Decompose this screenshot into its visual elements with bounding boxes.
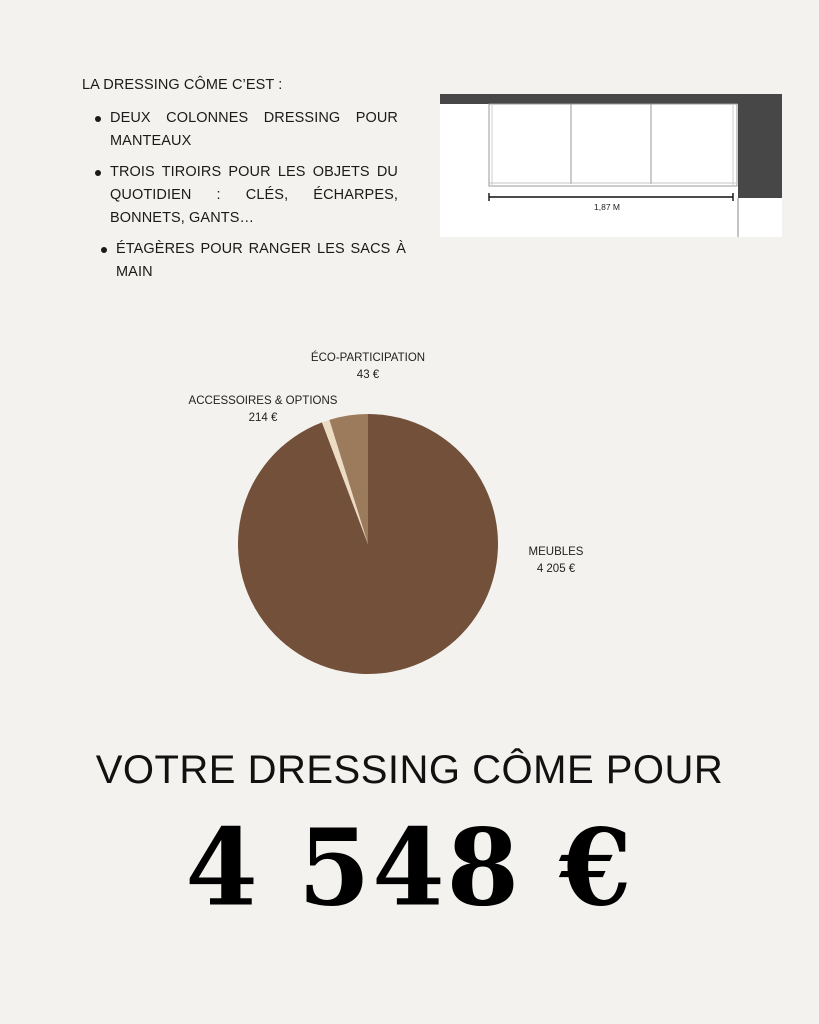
slice-value-eco: 43 € [356, 369, 380, 381]
summary-headline: VOTRE DRESSING CÔME POUR [95, 748, 724, 792]
total-price: 4 548 € [185, 804, 634, 931]
slice-label-meubles: MEUBLES [528, 546, 584, 558]
feature-list [82, 107, 412, 284]
slice-label-eco: ÉCO-PARTICIPATION [310, 352, 426, 364]
plan-background [440, 94, 782, 237]
intro-title: LA DRESSING CÔME C’EST : [82, 77, 283, 93]
feature-item: TROIS TIROIRS POUR LES OBJETS DU QUOTIDIEN : CLÉS, ÉCHARPES, BONNETS, GANTS… [82, 161, 398, 230]
plan-wall-top [440, 94, 782, 104]
feature-item: ÉTAGÈRES POUR RANGER LES SACS À MAIN [82, 238, 406, 284]
plan-wall-right [738, 94, 782, 198]
slice-label-accessories: ACCESSOIRES & OPTIONS [188, 395, 338, 407]
slice-value-accessories: 214 € [248, 412, 278, 424]
floor-plan-drawing [440, 94, 782, 237]
pie-chart-svg [0, 330, 819, 690]
floor-plan [440, 94, 782, 237]
dimension-label: 1,87 M [594, 202, 620, 212]
intro-block [82, 74, 412, 292]
slice-value-meubles: 4 205 € [536, 563, 576, 575]
feature-item: DEUX COLONNES DRESSING POUR MANTEAUX [82, 107, 398, 153]
cost-pie-chart [0, 330, 819, 690]
